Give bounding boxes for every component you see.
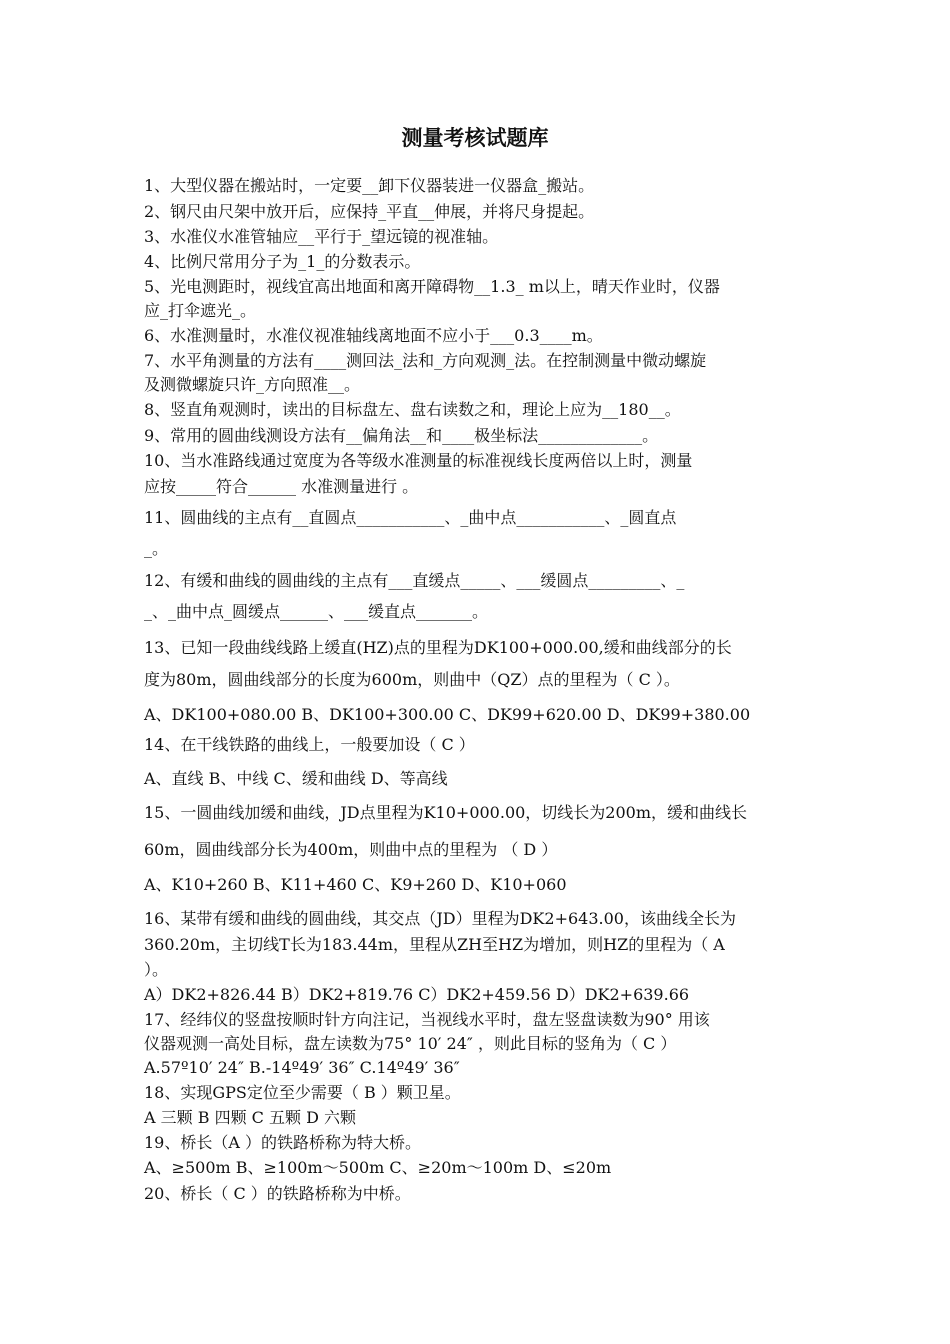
q20-text: 20、桥长（ C ）的铁路桥称为中桥。 <box>144 1184 411 1203</box>
q5-text-2: 应_打伞遮光_。 <box>144 301 257 320</box>
q12-text-1: 12、有缓和曲线的圆曲线的主点有___直缓点_____、___缓圆点_________、_ <box>144 571 685 590</box>
q15-options: A、K10+260 B、K11+460 C、K9+260 D、K10+060 <box>144 875 567 894</box>
q19-text: 19、桥长（A ）的铁路桥称为特大桥。 <box>144 1133 422 1152</box>
q16-text-2: 360.20m，主切线T长为183.44m，里程从ZH至HZ为增加，则HZ的里程为（ A <box>144 935 725 954</box>
q9-text: 9、常用的圆曲线测设方法有__偏角法__和____极坐标法_____________。 <box>144 426 659 445</box>
q3-text: 3、水准仪水准管轴应__平行于_望远镜的视准轴。 <box>144 227 499 246</box>
q16-options: A）DK2+826.44 B）DK2+819.76 C）DK2+459.56 D）DK2+639.66 <box>144 985 690 1004</box>
q11-text-1: 11、圆曲线的主点有__直圆点___________、_曲中点___________、_圆直点 <box>144 508 677 527</box>
q12-text-2: _、_曲中点_圆缓点______、___缓直点_______。 <box>144 602 489 621</box>
q10-text-1: 10、当水准路线通过宽度为各等级水准测量的标准视线长度两倍以上时，测量 <box>144 451 693 470</box>
q5-text-1: 5、光电测距时，视线宜高出地面和离开障碍物__1.3_ m以上，晴天作业时，仪器 <box>144 277 720 296</box>
q16-text-1: 16、某带有缓和曲线的圆曲线，其交点（JD）里程为DK2+643.00，该曲线全长为 <box>144 909 736 928</box>
q15-text-2: 60m，圆曲线部分长为400m，则曲中点的里程为 （ D ） <box>144 840 558 859</box>
q4-text: 4、比例尺常用分子为_1_的分数表示。 <box>144 252 421 271</box>
q11-text-2: _。 <box>144 539 169 558</box>
q7-text-2: 及测微螺旋只许_方向照准__。 <box>144 375 361 394</box>
q8-text: 8、竖直角观测时，读出的目标盘左、盘右读数之和，理论上应为__180__。 <box>144 400 681 419</box>
q17-text-2: 仪器观测一高处目标，盘左读数为75° 10′ 24″ ，则此目标的竖角为（ C ） <box>144 1034 677 1053</box>
q10-text-2: 应按_____符合______ 水准测量进行 。 <box>144 477 419 496</box>
q13-text-2: 度为80m，圆曲线部分的长度为600m，则曲中（QZ）点的里程为（ C ）。 <box>144 670 680 689</box>
q18-options: A 三颗 B 四颗 C 五颗 D 六颗 <box>144 1108 356 1127</box>
q15-text-1: 15、一圆曲线加缓和曲线，JD点里程为K10+000.00，切线长为200m，缓和曲线长 <box>144 803 748 822</box>
q6-text: 6、水准测量时，水准仪视准轴线离地面不应小于___0.3____m。 <box>144 326 603 345</box>
q2-text: 2、钢尺由尺架中放开后，应保持_平直__伸展，并将尺身提起。 <box>144 202 595 221</box>
q16-text-3: ）。 <box>144 960 169 979</box>
q14-options: A、直线 B、中线 C、缓和曲线 D、等高线 <box>144 769 448 788</box>
q13-text-1: 13、已知一段曲线线路上缓直(HZ)点的里程为DK100+000.00,缓和曲线部分的长 <box>144 638 732 657</box>
q18-text: 18、实现GPS定位至少需要（ B ）颗卫星。 <box>144 1083 461 1102</box>
q14-text: 14、在干线铁路的曲线上，一般要加设（ C ） <box>144 735 475 754</box>
q7-text-1: 7、水平角测量的方法有____测回法_法和_方向观测_法。在控制测量中微动螺旋 <box>144 351 707 370</box>
q13-options: A、DK100+080.00 B、DK100+300.00 C、DK99+620.00 D、DK99+380.00 <box>144 705 751 724</box>
page-title: 测量考核试题库 <box>401 126 549 150</box>
q17-options: A.57º10′ 24″ B.-14º49′ 36″ C.14º49′ 36″ <box>144 1058 460 1077</box>
q17-text-1: 17、经纬仪的竖盘按顺时针方向注记，当视线水平时，盘左竖盘读数为90° 用该 <box>144 1010 710 1029</box>
q19-options: A、≥500m B、≥100m～500m C、≥20m～100m D、≤20m <box>144 1158 612 1177</box>
q1-text: 1、大型仪器在搬站时，一定要__卸下仪器装进一仪器盒_搬站。 <box>144 176 595 195</box>
